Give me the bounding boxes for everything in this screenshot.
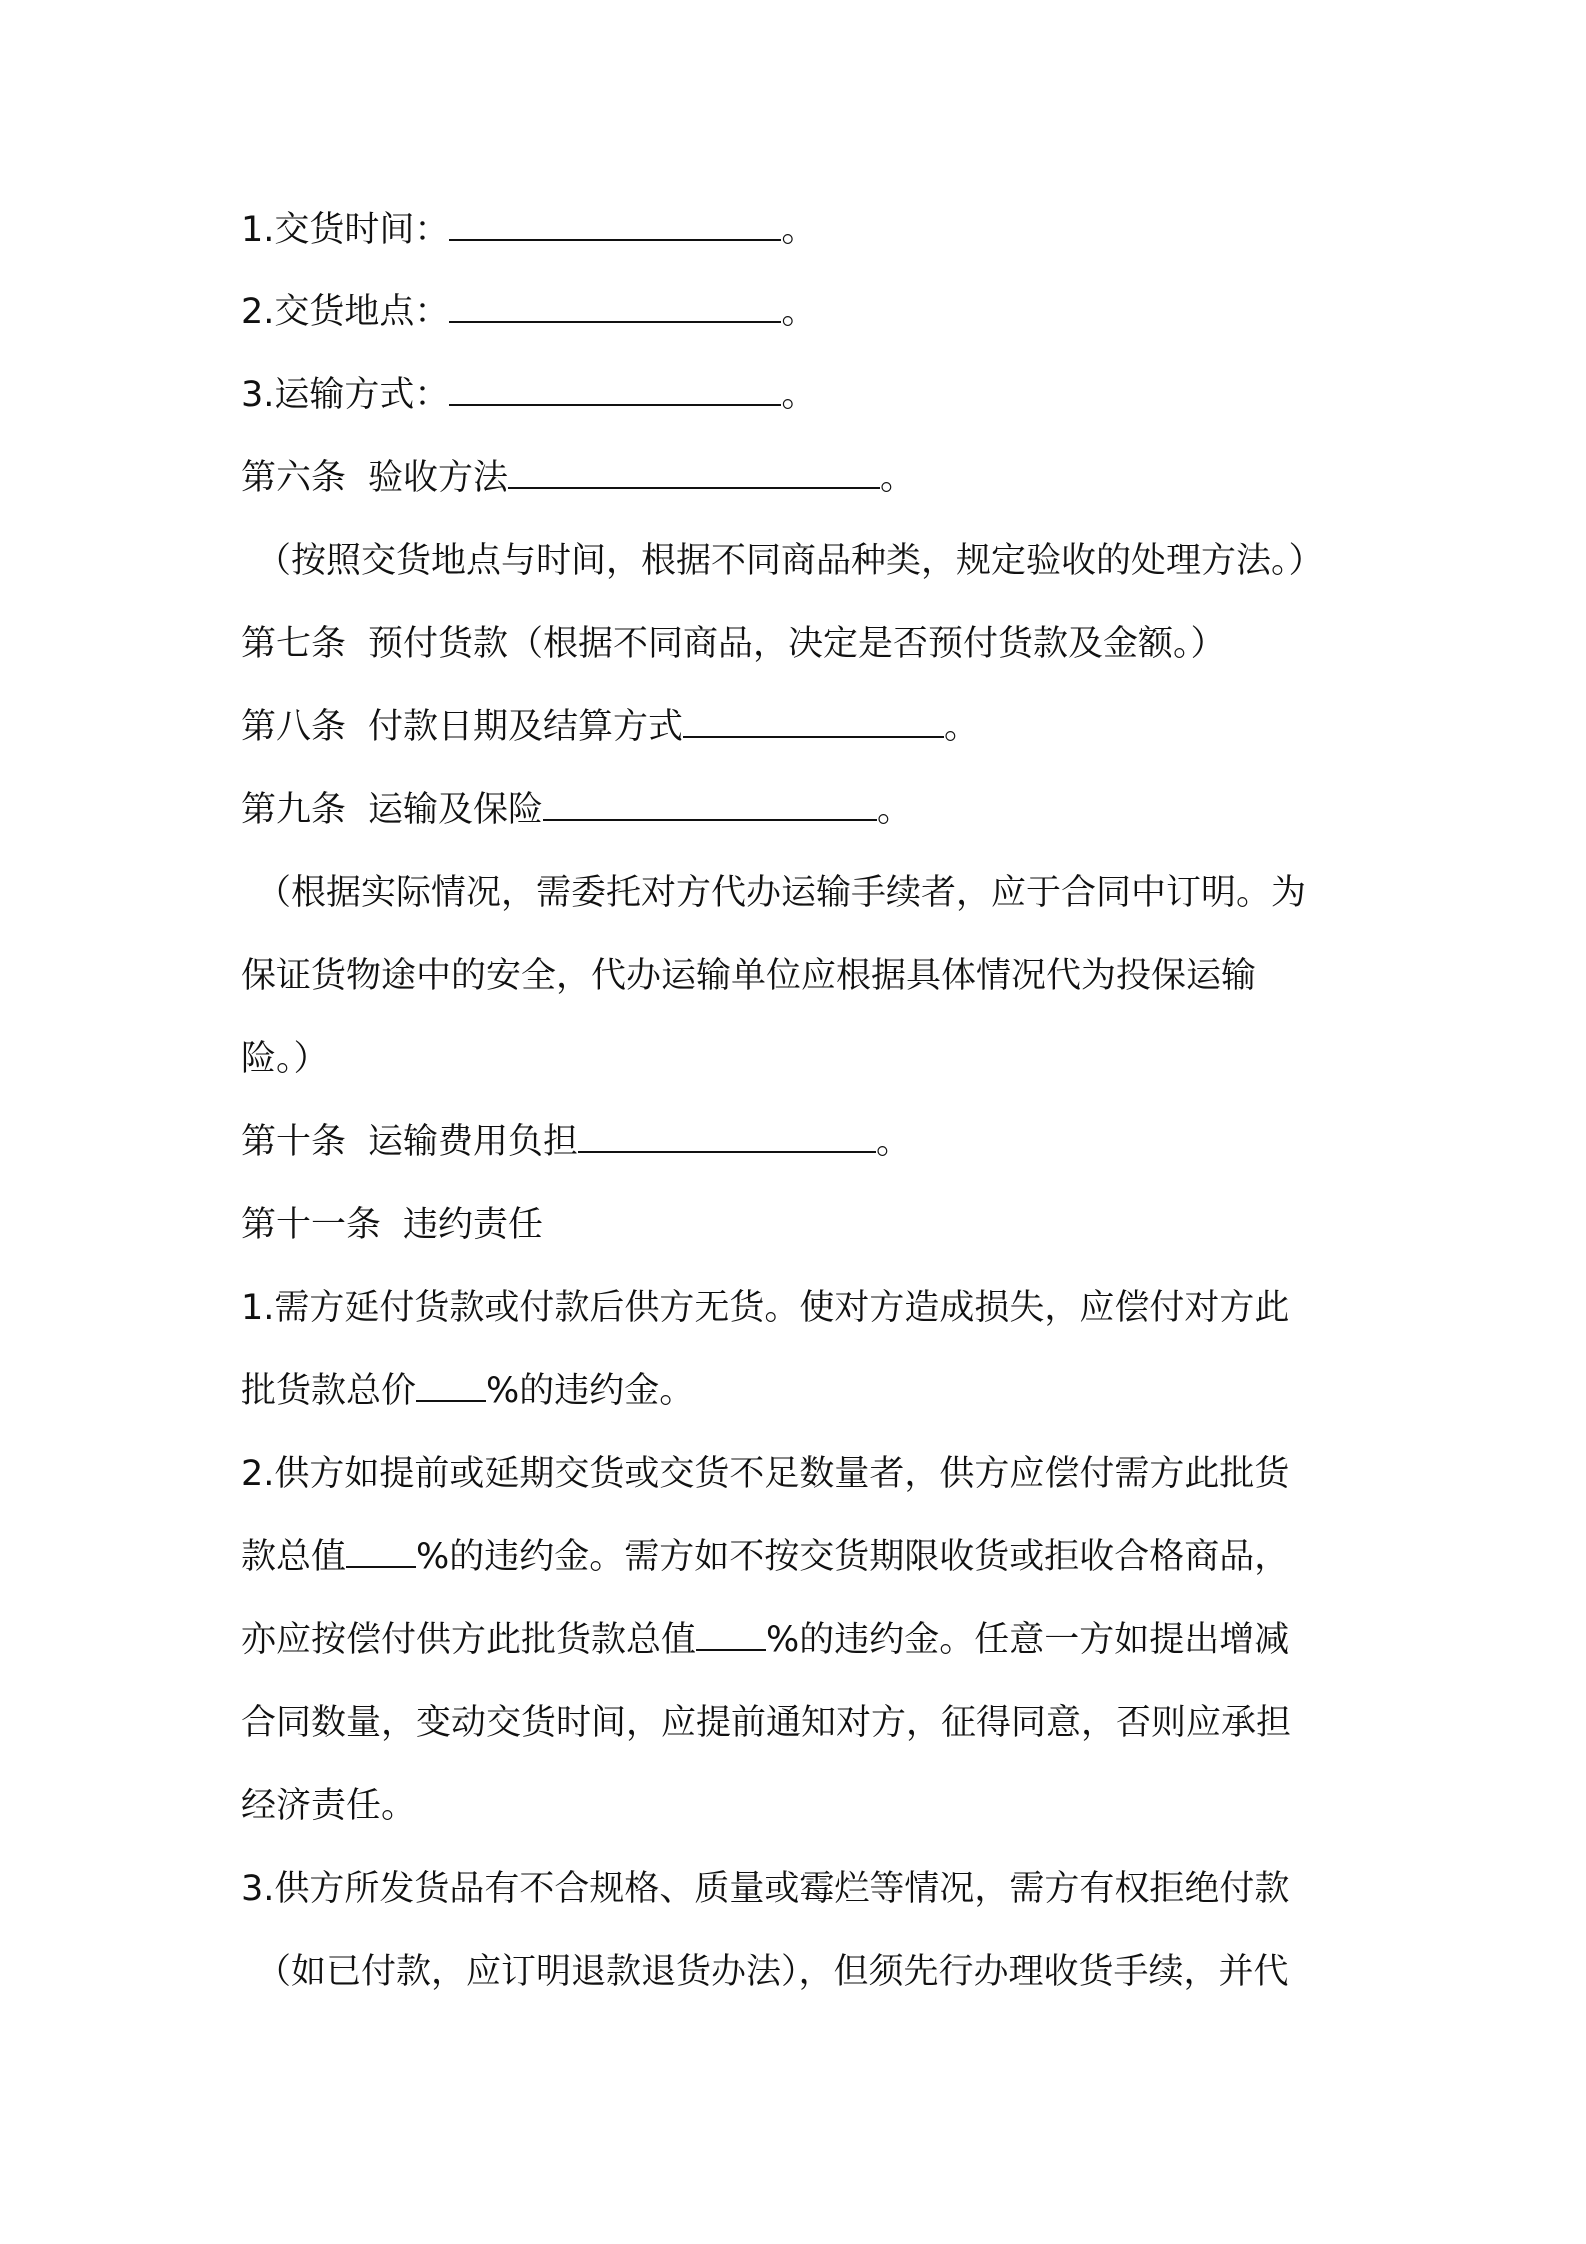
paragraph-text: 1.需方延付货款或付款后供方无货。使对方造成损失，应偿付对方此 (241, 1288, 1290, 1328)
article-number: 第十一条 (241, 1205, 382, 1245)
delivery-place-line (241, 290, 816, 334)
line-label: 1.交货时间： (241, 210, 450, 250)
fill-blank (543, 789, 877, 821)
article-11-clause-1-line-1 (241, 1286, 1289, 1330)
paragraph-text: %的违约金。需方如不按交货期限收货或拒收合格商品， (416, 1537, 1290, 1577)
paragraph-text: 2.供方如提前或延期交货或交货不足数量者，供方应偿付需方此批货 (241, 1454, 1290, 1494)
fill-blank (683, 706, 944, 738)
paragraph-text: %的违约金。 (486, 1371, 695, 1411)
paragraph-text: 亦应按偿付供方此批货款总值 (241, 1620, 697, 1660)
fill-blank (449, 209, 781, 241)
line-suffix: 。 (781, 375, 817, 415)
line-suffix: 。 (877, 790, 913, 830)
article-number: 第六条 (241, 458, 347, 498)
paragraph-text: 险。） (241, 1039, 329, 1079)
article-title: 预付货款（根据不同商品，决定是否预付货款及金额。） (368, 624, 1226, 664)
article-7-heading (241, 622, 1226, 666)
fill-blank (508, 457, 880, 489)
article-title: 运输及保险 (368, 790, 544, 830)
paragraph-text: 3.供方所发货品有不合规格、质量或霉烂等情况，需方有权拒绝付款 (241, 1869, 1290, 1909)
article-11-clause-3-line-2 (256, 1950, 1289, 1994)
line-suffix: 。 (876, 1122, 912, 1162)
line-label: 2.交货地点： (241, 292, 450, 332)
fill-blank (578, 1121, 876, 1153)
fill-blank (449, 291, 781, 323)
line-suffix: 。 (944, 707, 980, 747)
paragraph-text: 批货款总价 (241, 1371, 417, 1411)
percent-blank (346, 1536, 416, 1568)
paragraph-text: 合同数量，变动交货时间，应提前通知对方，征得同意，否则应承担 (241, 1703, 1292, 1743)
paragraph-text: （如已付款，应订明退款退货办法），但须先行办理收货手续，并代 (256, 1952, 1289, 1992)
article-9-note-line-3 (241, 1037, 329, 1081)
paragraph-text: %的违约金。任意一方如提出增减 (766, 1620, 1290, 1660)
paragraph-text: 保证货物途中的安全，代办运输单位应根据具体情况代为投保运输 (241, 956, 1257, 996)
article-11-clause-3-line-1 (241, 1867, 1289, 1911)
article-11-clause-1-line-2 (241, 1369, 694, 1413)
percent-blank (696, 1619, 766, 1651)
article-number: 第七条 (241, 624, 347, 664)
percent-blank (416, 1370, 486, 1402)
article-number: 第十条 (241, 1122, 347, 1162)
article-number: 第九条 (241, 790, 347, 830)
line-suffix: 。 (781, 210, 817, 250)
article-11-heading (241, 1203, 543, 1247)
paragraph-text: （根据实际情况，需委托对方代办运输手续者，应于合同中订明。为 (256, 873, 1307, 913)
article-number: 第八条 (241, 707, 347, 747)
article-8-heading (241, 705, 979, 749)
transport-method-line (241, 373, 816, 417)
article-11-clause-2-line-2 (241, 1535, 1289, 1579)
line-suffix: 。 (880, 458, 916, 498)
paragraph-text: （按照交货地点与时间，根据不同商品种类，规定验收的处理方法。） (256, 541, 1324, 581)
article-6-heading (241, 456, 915, 500)
article-11-clause-2-line-3 (241, 1618, 1289, 1662)
article-11-clause-2-line-4 (241, 1701, 1291, 1745)
article-9-heading (241, 788, 912, 832)
article-9-note-line-2 (241, 954, 1256, 998)
article-6-note (256, 539, 1324, 583)
paragraph-text: 经济责任。 (241, 1786, 417, 1826)
article-11-clause-2-line-5 (241, 1784, 416, 1828)
line-label: 3.运输方式： (241, 375, 450, 415)
article-title: 验收方法 (368, 458, 509, 498)
delivery-time-line (241, 208, 816, 252)
article-9-note-line-1 (256, 871, 1306, 915)
line-suffix: 。 (781, 292, 817, 332)
article-title: 运输费用负担 (368, 1122, 579, 1162)
article-title: 违约责任 (403, 1205, 544, 1245)
paragraph-text: 款总值 (241, 1537, 347, 1577)
article-10-heading (241, 1120, 911, 1164)
article-title: 付款日期及结算方式 (368, 707, 684, 747)
fill-blank (449, 374, 781, 406)
article-11-clause-2-line-1 (241, 1452, 1289, 1496)
